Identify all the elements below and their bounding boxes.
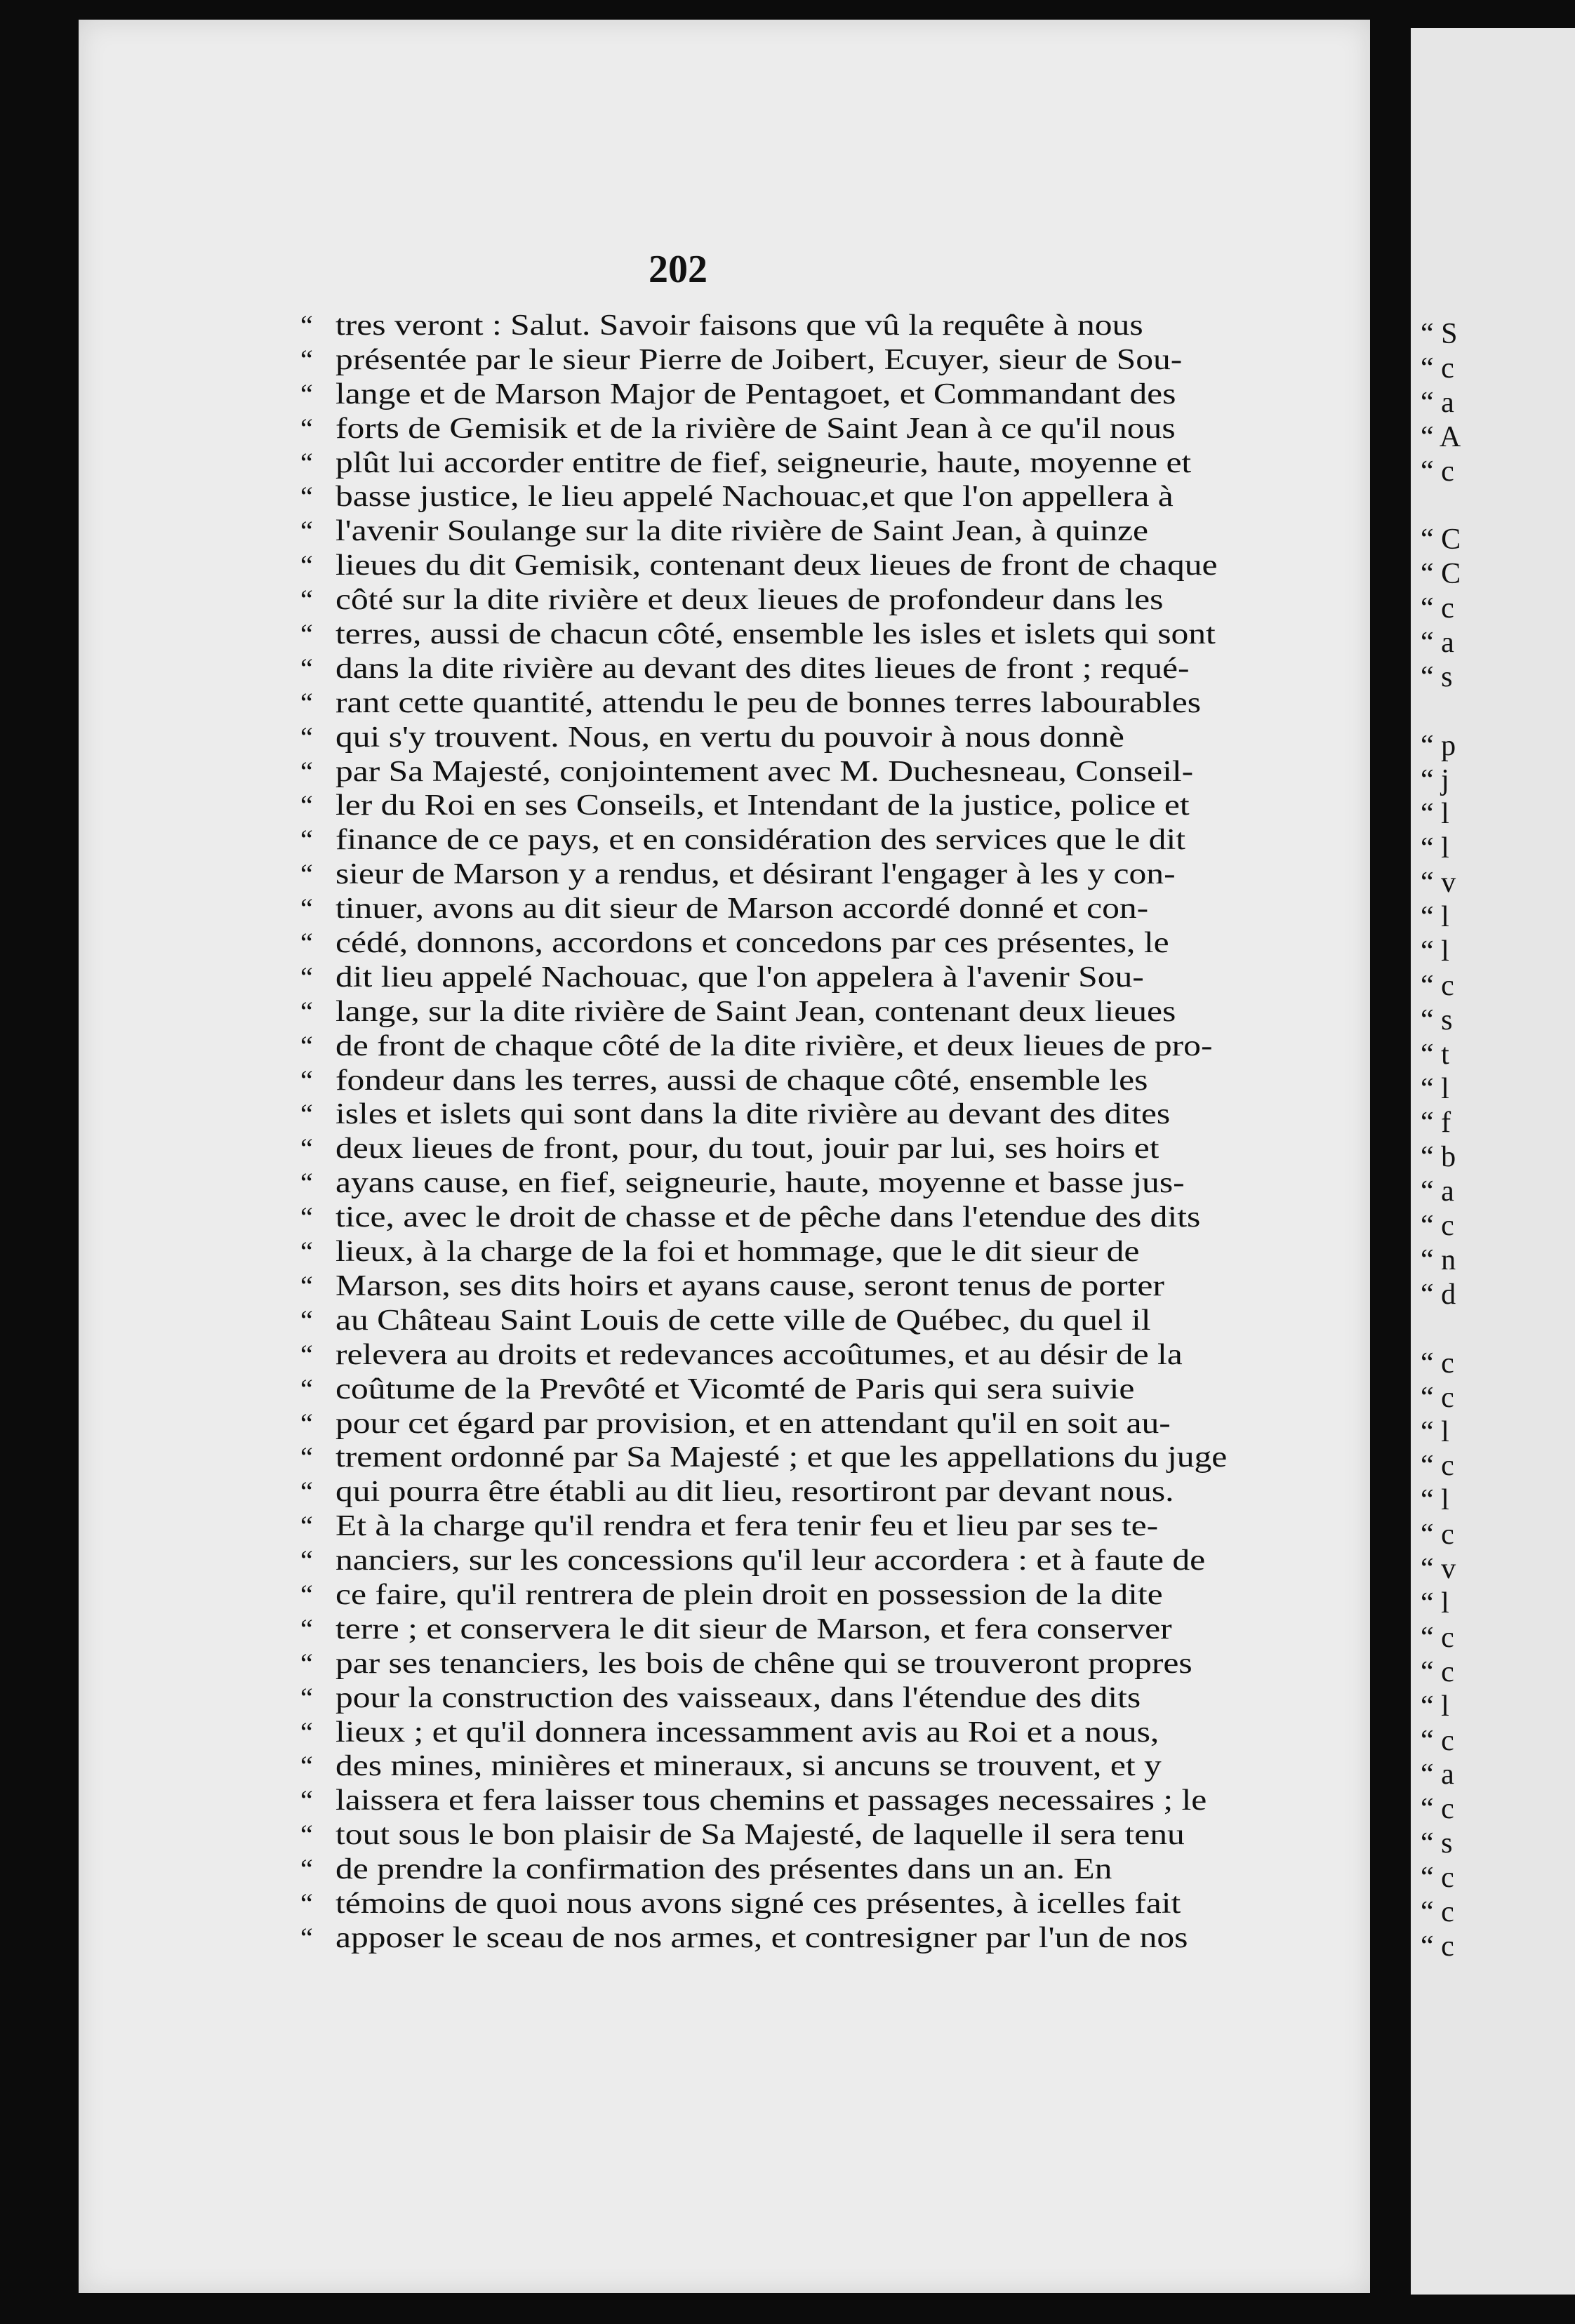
right-page-fragment [1411,1312,1461,1347]
quote-mark: “ [300,1681,313,1714]
right-page-fragment: “ b [1421,1141,1456,1174]
quote-mark: “ [300,686,313,719]
right-page-fragment: “ l [1421,798,1449,831]
quote-mark: “ [300,584,313,616]
page-number: 202 [649,248,707,291]
line-text: ce faire, qu'il rentrera de plein droit en possession de la dite [335,1578,1163,1611]
right-page-fragment: “ c [1421,455,1454,488]
line-text: l'avenir Soulange sur la dite rivière de Saint Jean, à quinze [335,515,1149,548]
text-line [300,1612,1230,1647]
text-line [300,1475,1230,1509]
line-text: trement ordonné par Sa Majesté ; et que les appellations du juge [335,1441,1228,1474]
right-page-fragment: “ p [1421,729,1456,762]
right-page-fragment: “ c [1421,1862,1454,1895]
text-line [300,1373,1230,1407]
text-line [300,617,1230,652]
line-text: sieur de Marson y a rendus, et désirant l'engager à les y con- [335,858,1176,891]
text-line [300,1921,1230,1956]
quote-mark: “ [300,1716,313,1748]
right-page-fragment: “ a [1421,627,1454,660]
quote-mark: “ [300,1647,313,1679]
text-line [300,686,1230,721]
quote-mark: “ [300,858,313,890]
quote-mark: “ [300,1269,313,1302]
text-line [300,1132,1230,1166]
line-text: pour cet égard par provision, et en attendant qu'il en soit au- [335,1407,1171,1440]
line-text: au Château Saint Louis de cette ville de Québec, du quel il [335,1304,1151,1337]
text-line [300,309,1230,343]
text-line [300,1338,1230,1373]
right-page-fragment: “ c [1421,1518,1454,1551]
right-page-fragment: “ c [1421,1450,1454,1483]
line-text: forts de Gemisik et de la rivière de Saint Jean à ce qu'il nous [335,412,1176,445]
line-text: laissera et fera laisser tous chemins et passages necessaires ; le [335,1784,1207,1817]
line-text: deux lieues de front, pour, du tout, jouir par lui, ses hoirs et [335,1133,1159,1166]
quote-mark: “ [300,549,313,582]
line-text: présentée par le sieur Pierre de Joibert, Ecuyer, sieur de Sou- [335,343,1183,376]
text-line [300,412,1230,446]
right-page-fragment: “ t [1421,1038,1449,1071]
quote-mark: “ [300,1064,313,1096]
quote-mark: “ [300,927,313,959]
right-page-fragment: “ c [1421,1930,1454,1963]
right-page-fragment: “ c [1421,1793,1454,1826]
right-page-fragment: “ s [1421,1827,1453,1860]
body-text [300,309,1230,1956]
line-text: rant cette quantité, attendu le peu de bonnes terres labourables [335,686,1202,719]
text-line [300,892,1230,926]
quote-mark: “ [300,893,313,925]
right-page-fragment: “ l [1421,832,1449,865]
right-page-fragment: “ c [1421,352,1454,385]
quote-mark: “ [300,1029,313,1062]
text-line [300,1544,1230,1578]
right-page-fragment: “ f [1421,1107,1451,1140]
line-text: lieues du dit Gemisik, contenant deux lieues de front de chaque [335,549,1218,582]
text-line [300,514,1230,549]
text-line [300,1097,1230,1132]
line-text: de front de chaque côté de la dite rivière, et deux lieues de pro- [335,1029,1213,1062]
quote-mark: “ [300,1098,313,1130]
quote-mark: “ [300,1133,313,1165]
line-text: ler du Roi en ses Conseils, et Intendant de la justice, police et [335,789,1190,822]
quote-mark: “ [300,1819,313,1851]
text-line [300,1716,1230,1750]
right-page-fragment [1411,488,1461,523]
line-text: tout sous le bon plaisir de Sa Majesté, de laquelle il sera tenu [335,1819,1185,1852]
text-line [300,446,1230,481]
line-text: de prendre la confirmation des présentes dans un an. En [335,1853,1112,1886]
right-page-fragment: “ a [1421,386,1454,419]
right-page-fragment: “ c [1421,1210,1454,1243]
quote-mark: “ [300,481,313,513]
right-page-fragment: “ c [1421,1655,1454,1688]
quote-mark: “ [300,1373,313,1405]
line-text: tres veront : Salut. Savoir faisons que vû la requête à nous [335,309,1143,342]
line-text: Marson, ses dits hoirs et ayans cause, seront tenus de porter [335,1269,1164,1302]
text-line [300,721,1230,755]
quote-mark: “ [300,1784,313,1817]
line-text: par ses tenanciers, les bois de chêne qui se trouveront propres [335,1647,1192,1680]
text-line [300,1029,1230,1064]
text-line [300,652,1230,686]
line-text: plût lui accorder entitre de fief, seigneurie, haute, moyenne et [335,446,1192,479]
text-line [300,1407,1230,1441]
line-text: tinuer, avons au dit sieur de Marson accordé donné et con- [335,893,1149,926]
quote-mark: “ [300,446,313,479]
right-page-fragment: “ j [1421,763,1449,796]
line-text: pour la construction des vaisseaux, dans l'étendue des dits [335,1681,1141,1714]
right-page-fragment: “ c [1421,592,1454,625]
quote-mark: “ [300,515,313,547]
quote-mark: “ [300,1921,313,1954]
text-line [300,1852,1230,1887]
text-line [300,1818,1230,1852]
right-page-fragment: “ l [1421,935,1449,968]
line-text: témoins de quoi nous avons signé ces présentes, à icelles fait [335,1887,1181,1920]
text-line [300,1509,1230,1544]
right-page-fragment: “ c [1421,1621,1454,1654]
text-line [300,1166,1230,1201]
right-page-fragment: “ a [1421,1175,1454,1208]
line-text: terre ; et conservera le dit sieur de Marson, et fera conserver [335,1612,1172,1645]
quote-mark: “ [300,412,313,444]
right-page-edge [1411,28,1575,2295]
line-text: par Sa Majesté, conjointement avec M. Duchesneau, Conseil- [335,755,1194,788]
quote-mark: “ [300,789,313,822]
right-page-fragment: “ c [1421,1347,1454,1380]
text-line [300,926,1230,961]
right-page-fragment: “ l [1421,1587,1449,1620]
quote-mark: “ [300,1578,313,1610]
quote-mark: “ [300,1750,313,1782]
line-text: qui pourra être établi au dit lieu, resortiront par devant nous. [335,1476,1174,1509]
text-line [300,378,1230,412]
quote-mark: “ [300,1338,313,1370]
line-text: ayans cause, en fief, seigneurie, haute, moyenne et basse jus- [335,1167,1185,1200]
quote-mark: “ [300,1236,313,1268]
right-page-fragment: “ s [1421,660,1453,693]
line-text: qui s'y trouvent. Nous, en vertu du pouvoir à nous donnè [335,721,1124,754]
quote-mark: “ [300,721,313,753]
quote-mark: “ [300,824,313,856]
right-page-fragment: “ A [1421,420,1461,453]
right-page-fragment: “ a [1421,1758,1454,1791]
text-line [300,1647,1230,1681]
text-line [300,1749,1230,1784]
right-page-fragment: “ S [1421,318,1458,350]
line-text: dans la dite rivière au devant des dites lieues de front ; requé- [335,652,1190,685]
right-page-fragment: “ l [1421,1415,1449,1448]
quote-mark: “ [300,1612,313,1645]
line-text: lieux, à la charge de la foi et hommage, que le dit sieur de [335,1236,1140,1269]
right-page-fragment: “ c [1421,969,1454,1002]
quote-mark: “ [300,1510,313,1542]
quote-mark: “ [300,961,313,993]
quote-mark: “ [300,618,313,650]
right-page-fragment: “ l [1421,1484,1449,1517]
text-line [300,857,1230,892]
quote-mark: “ [300,1544,313,1577]
right-page-fragment: “ l [1421,901,1449,934]
line-text: dit lieu appelé Nachouac, que l'on appelera à l'avenir Sou- [335,961,1144,994]
text-line [300,480,1230,514]
text-line [300,1887,1230,1921]
text-line [300,343,1230,378]
right-page-fragments [1411,317,1461,1964]
quote-mark: “ [300,1476,313,1508]
line-text: tice, avec le droit de chasse et de pêche dans l'etendue des dits [335,1201,1201,1234]
text-line [300,755,1230,789]
line-text: côté sur la dite rivière et deux lieues de profondeur dans les [335,584,1164,617]
quote-mark: “ [300,1407,313,1439]
quote-mark: “ [300,1201,313,1234]
quote-mark: “ [300,309,313,341]
line-text: basse justice, le lieu appelé Nachouac,et que l'on appellera à [335,481,1174,514]
text-line [300,961,1230,995]
right-page-fragment: “ C [1421,523,1461,556]
line-text: finance de ce pays, et en considération des services que le dit [335,824,1185,857]
right-page-fragment: “ v [1421,867,1456,900]
text-line [300,1784,1230,1818]
line-text: relevera au droits et redevances accoûtumes, et au désir de la [335,1338,1183,1371]
line-text: fondeur dans les terres, aussi de chaque côté, ensemble les [335,1064,1148,1097]
right-page-fragment: “ l [1421,1072,1449,1105]
quote-mark: “ [300,378,313,410]
text-line [300,789,1230,823]
right-page-fragment: “ l [1421,1690,1449,1723]
text-line [300,1269,1230,1304]
quote-mark: “ [300,652,313,684]
right-page-fragment: “ c [1421,1381,1454,1414]
right-page-fragment: “ s [1421,1003,1453,1036]
text-line [300,1064,1230,1098]
line-text: coûtume de la Prevôté et Vicomté de Paris qui sera suivie [335,1373,1135,1405]
text-line [300,1578,1230,1612]
right-page-fragment [1411,695,1461,729]
right-page-fragment: “ n [1421,1244,1456,1277]
text-line [300,1681,1230,1716]
text-line [300,549,1230,583]
quote-mark: “ [300,1304,313,1336]
quote-mark: “ [300,1853,313,1885]
quote-mark: “ [300,1887,313,1919]
text-line [300,1441,1230,1475]
line-text: nanciers, sur les concessions qu'il leur accordera : et à faute de [335,1544,1206,1577]
quote-mark: “ [300,1441,313,1474]
text-line [300,1201,1230,1235]
text-line [300,995,1230,1029]
line-text: lange, sur la dite rivière de Saint Jean, contenant deux lieues [335,995,1176,1028]
line-text: terres, aussi de chacun côté, ensemble les isles et islets qui sont [335,618,1216,651]
text-line [300,1304,1230,1338]
quote-mark: “ [300,995,313,1027]
line-text: lieux ; et qu'il donnera incessamment avis au Roi et a nous, [335,1716,1159,1749]
right-page-fragment: “ c [1421,1895,1454,1928]
right-page-fragment: “ d [1421,1278,1456,1311]
quote-mark: “ [300,1167,313,1199]
line-text: apposer le sceau de nos armes, et contresigner par l'un de nos [335,1921,1188,1954]
right-page-fragment: “ c [1421,1724,1454,1757]
right-page-fragment: “ v [1421,1553,1456,1586]
text-line [300,1235,1230,1269]
line-text: des mines, minières et mineraux, si ancuns se trouvent, et y [335,1750,1162,1783]
line-text: lange et de Marson Major de Pentagoet, et Commandant des [335,378,1176,410]
text-line [300,583,1230,617]
right-page-fragment: “ C [1421,558,1461,591]
line-text: Et à la charge qu'il rendra et fera tenir feu et lieu par ses te- [335,1510,1159,1543]
text-line [300,823,1230,857]
line-text: isles et islets qui sont dans la dite rivière au devant des dites [335,1098,1171,1131]
quote-mark: “ [300,343,313,375]
line-text: cédé, donnons, accordons et concedons par ces présentes, le [335,927,1169,960]
quote-mark: “ [300,755,313,787]
